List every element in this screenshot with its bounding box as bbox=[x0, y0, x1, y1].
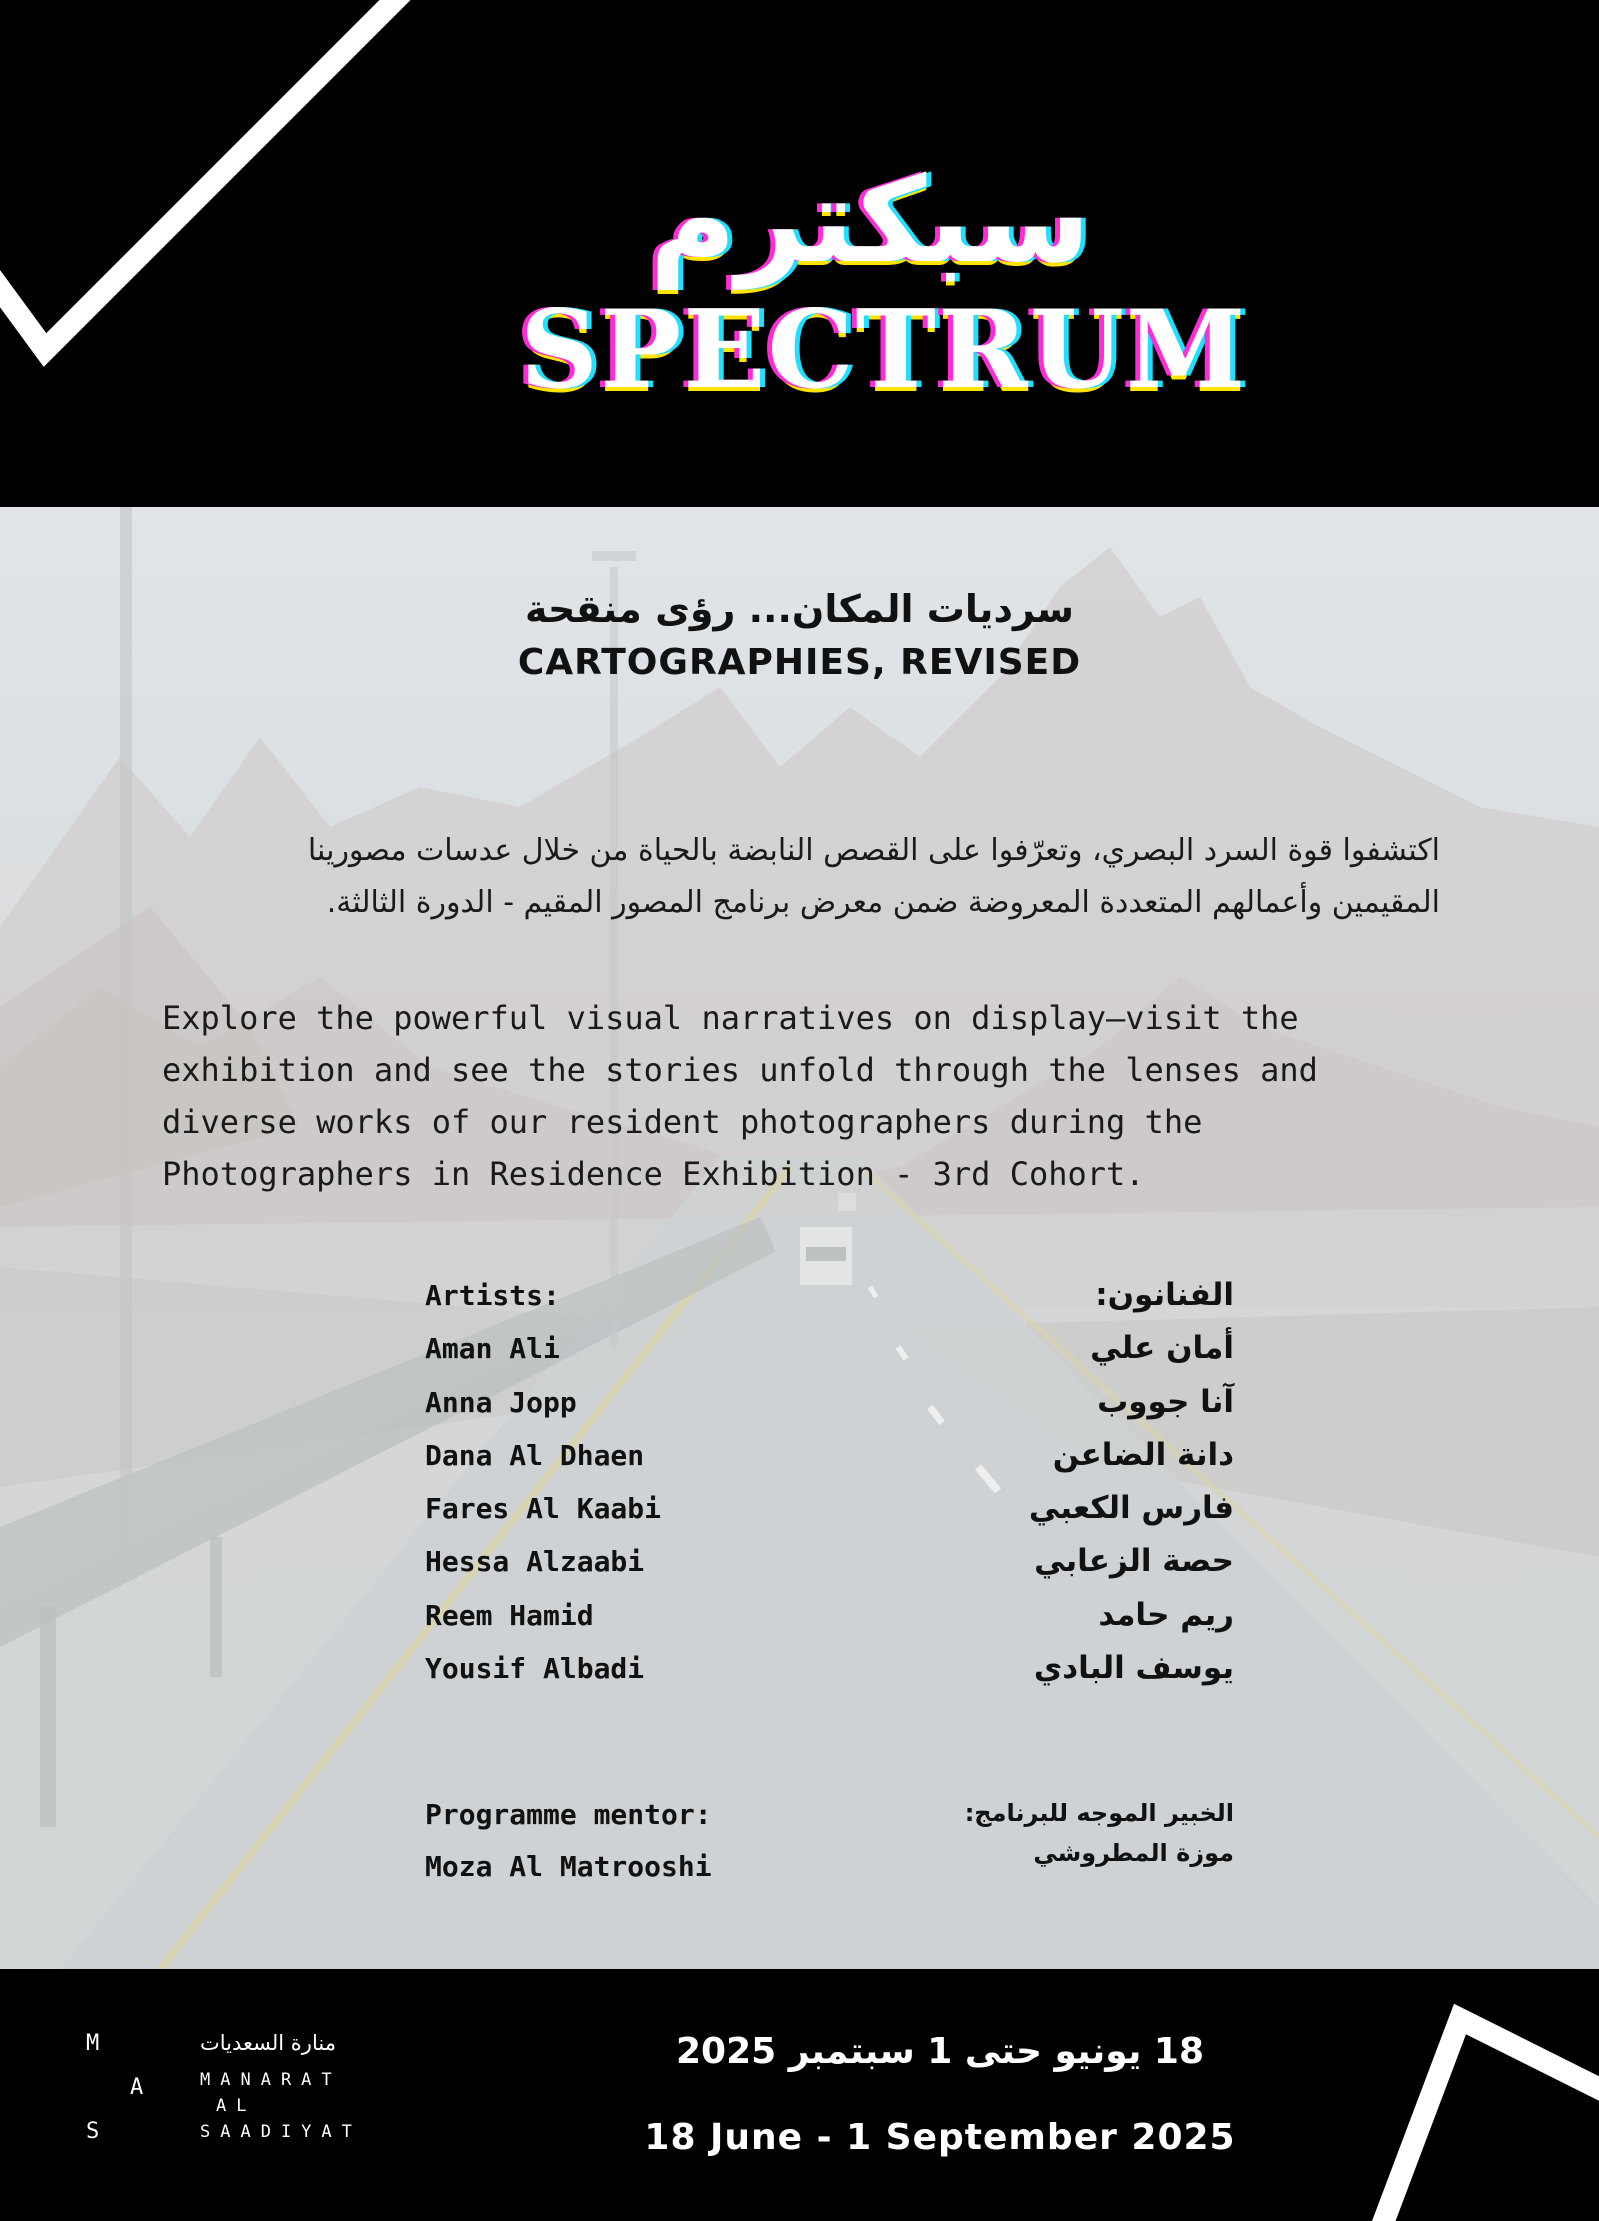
artists-list-arabic bbox=[1029, 1269, 1234, 1695]
mas-letter: M bbox=[86, 2031, 100, 2056]
artist-name-arabic: آنا جووب bbox=[1097, 1383, 1234, 1420]
artist-name-arabic: فارس الكعبي bbox=[1028, 1490, 1234, 1527]
mentor-name-arabic: موزة المطروشي bbox=[1033, 1839, 1234, 1867]
artist-name-arabic: يوسف البادي bbox=[1033, 1650, 1234, 1687]
artist-name: Yousif Albadi bbox=[425, 1652, 645, 1686]
brand-line: AL bbox=[216, 2096, 257, 2116]
mentor-heading-arabic: الخبير الموجه للبرنامج: bbox=[964, 1799, 1234, 1827]
checkmark-graphic bbox=[0, 0, 420, 380]
mas-letter: S bbox=[86, 2119, 100, 2144]
mas-letter: A bbox=[130, 2075, 144, 2100]
artists-heading-arabic: الفنانون: bbox=[1095, 1277, 1234, 1313]
exhibition-title-english: CARTOGRAPHIES, REVISED bbox=[517, 642, 1082, 683]
artist-name: Fares Al Kaabi bbox=[425, 1492, 662, 1526]
artists-list-english bbox=[425, 1269, 661, 1695]
intro-arabic-line: المقيمين وأعمالهم المتعددة المعروضة ضمن معرض برنامج المصور المقيم - الدورة الثالثة. bbox=[326, 885, 1440, 920]
intro-arabic bbox=[170, 825, 1440, 929]
mentor-heading-english: Programme mentor: bbox=[425, 1798, 712, 1831]
poster-footer bbox=[0, 1969, 1599, 2221]
brand-name-arabic: منارة السعديات bbox=[200, 2031, 336, 2055]
background-photo bbox=[0, 507, 1599, 1969]
artist-name: Anna Jopp bbox=[425, 1385, 577, 1419]
brand-line: SAADIYAT bbox=[200, 2122, 362, 2142]
artists-heading-english: Artists: bbox=[425, 1279, 560, 1312]
intro-arabic-line: اكتشفوا قوة السرد البصري، وتعرّفوا على القصص النابضة بالحياة من خلال عدسات مصورينا bbox=[307, 833, 1440, 868]
artist-name: Hessa Alzaabi bbox=[425, 1545, 645, 1579]
mentor-arabic bbox=[965, 1793, 1234, 1873]
artist-name-arabic: دانة الضاعن bbox=[1052, 1436, 1234, 1473]
corner-bracket-graphic bbox=[0, 1969, 1599, 2221]
exhibition-title-arabic: سرديات المكان... رؤى منقحة bbox=[525, 587, 1074, 631]
intro-english: Explore the powerful visual narratives on display—visit the exhibition and see the stories unfold through the lenses and diverse works of our resident photographers during the Photographers in Residence Exhibition - 3rd Cohort. bbox=[162, 999, 1318, 1193]
artist-name-arabic: ريم حامد bbox=[1098, 1596, 1234, 1633]
dates-english: 18 June - 1 September 2025 bbox=[644, 2117, 1236, 2158]
brand-line: MANARAT bbox=[200, 2070, 342, 2090]
logo-english: SPECTRUM bbox=[520, 287, 1248, 413]
artist-name: Aman Ali bbox=[425, 1332, 560, 1366]
artist-name: Reem Hamid bbox=[425, 1598, 594, 1632]
artist-name-arabic: أمان علي bbox=[1090, 1330, 1234, 1367]
mentor-english bbox=[425, 1789, 712, 1893]
artist-name: Dana Al Dhaen bbox=[425, 1438, 645, 1472]
logo-arabic: سبكترم bbox=[649, 151, 1091, 289]
mentor-name-english: Moza Al Matrooshi bbox=[425, 1850, 712, 1883]
dates-arabic: 18 يونيو حتى 1 سبتمبر 2025 bbox=[675, 2031, 1204, 2072]
artist-name-arabic: حصة الزعابي bbox=[1034, 1543, 1234, 1580]
poster-content bbox=[0, 507, 1599, 1969]
poster-header bbox=[0, 0, 1599, 507]
